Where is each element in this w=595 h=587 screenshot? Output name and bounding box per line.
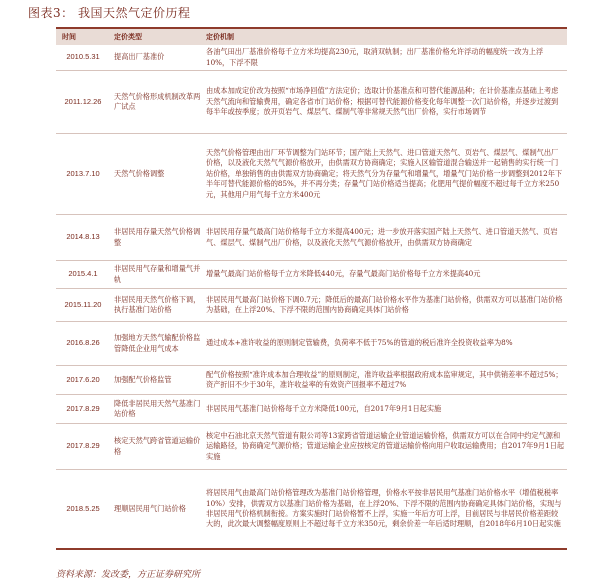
table-row [56,322,567,366]
cell-mechanism: 各油气田出厂基准价格每千立方米均提高230元，取消双轨制；出厂基准价格允许浮动的幅度统一改为上浮10%，下浮不限 [206,47,544,67]
cell-item: 理顺居民用气门站价格 [114,503,186,513]
cell-item: 加强地方天然气输配价格监管降低企业用气成本 [114,333,201,353]
cell-time: 2016.8.26 [66,338,100,348]
cell-mechanism: 非居民用气基准门站价格每千立方米降低100元，自2017年9月1日起实施 [206,403,442,413]
cell-mechanism: 核定中石油北京天然气管道有限公司等13家跨省管道运输企业管道运输价格，供需双方可以在合同中约定气源和运输路径，协商确定气源价格；管道运输企业应按核定的管道运输价格向用户收取运输费用；自2017年9月1日起实施 [206,430,565,461]
cell-time: 2010.5.31 [66,52,100,62]
cell-time: 2014.8.13 [66,232,100,242]
cell-item: 非居民用存量天然气价格调整 [114,227,201,247]
header-time: 时间 [62,32,76,41]
cell-item: 非居民用气存量和增量气并轨 [114,264,201,284]
cell-mechanism: 天然气价格管理由出厂环节调整为门站环节；国产陆上天然气、进口管道天然气、页岩气、煤层气、煤制气出厂价格，以及液化天然气气源价格放开，由供需双方协商确定；实施入区输管道混合输送并一起销售的实行统一门站价格，单独销售的由供需双方协商确定；将天然气分为存量气和增量气，增量气门站价格一步调整到2012年下半年可替代能源价格的85%，并不再分类；存量气门站价格适当提高；化肥用气提价幅度不超过每千立方米250元，其他用户用气每千立方米400元 [206,147,563,199]
table-row [56,395,567,424]
table-body [56,45,567,550]
cell-time: 2013.7.10 [66,168,100,178]
cell-mechanism: 将居民用气由最高门站价格管理改为基准门站价格管理，价格水平按非居民用气基准门站价格水平（增值税税率10%）安排，供需双方以基准门站价格为基础，在上浮20%、下浮不限的范围内协商确定具体门站价格，实现与非居民用气价格机制衔接。方案实施时门站价格暂不上浮，实施一年后方可上浮，目前居民与非居民价格差距较大的，此次最大调整幅度原则上不超过每千立方米350元，剩余价差一年后适时理顺，自2018年6月10日起实施 [206,488,562,529]
table-row [56,71,567,134]
cell-mechanism: 非居民用气最高门站价格下调0.7元；降低后的最高门站价格水平作为基准门站价格，供需双方可以基准门站价格为基础，在上浮20%、下浮不限的范围内协商确定具体门站价格 [206,294,563,314]
table-row [56,215,567,261]
cell-time: 2011.12.26 [64,96,102,106]
table-row [56,424,567,470]
cell-time: 2017.8.29 [66,441,100,451]
table-row [56,261,567,289]
cell-time: 2015.4.1 [68,269,98,279]
table-row [56,366,567,395]
cell-time: 2015.11.20 [64,299,102,309]
cell-mechanism: 增量气最高门站价格每千立方米降低440元，存量气最高门站价格每千立方米提高40元 [206,269,481,279]
cell-time: 2018.5.25 [66,503,100,513]
header-mechanism: 定价机制 [206,32,234,41]
cell-item: 非居民用天然气价格下调，执行基准门站价格 [114,294,201,314]
cell-time: 2017.8.29 [66,403,100,413]
cell-item: 加强配气价格监管 [114,374,172,384]
cell-time: 2017.6.20 [66,374,100,384]
table-row [56,470,567,550]
cell-item: 降低非居民用天然气基准门站价格 [114,398,201,418]
cell-item: 提高出厂基准价 [114,52,165,62]
cell-mechanism: 由成本加成定价改为按照“市场净回值”方法定价；选取计价基准点和可替代能源品种；在计价基准点基础上考虑天然气流向和管输费用，确定各省市门站价格；根据可替代能源价格变化每年调整一次门站价格，并逐步过渡到每半年或按季度；放开页岩气、煤层气、煤制气等非常规天然气出厂价格，实行市场调节 [206,86,559,117]
cell-item: 核定天然气跨省管道运输价格 [114,436,201,456]
cell-mechanism: 配气价格按照“准许成本加合理收益”的原则制定，准许收益率根据政府成本监审规定，其中供销差率不超过5%；资产折旧不少于30年，准许收益率的有效资产回报率不超过7% [206,369,563,389]
table-row [56,134,567,215]
source-note: 资料来源：发改委，方正证券研究所 [56,570,201,580]
cell-mechanism: 非居民用存量气最高门站价格每千立方米提高400元；进一步放开落实国产陆上天然气、进口管道天然气、页岩气、煤层气、煤制气出厂价格，以及液化天然气气源价格放开，由供需双方协商确定 [206,227,558,247]
cell-mechanism: 通过成本+准许收益的原则制定管输费，负荷率不低于75%的管道的税后准许全投资收益率为8% [206,338,513,348]
cell-item: 天然气价格调整 [114,168,165,178]
header-item: 定价类型 [114,32,142,41]
table-row [56,289,567,322]
table-header [56,29,567,45]
figure-title: 图表3： 我国天然气定价历程 [28,6,191,20]
cell-item: 天然气价格形成机制改革两广试点 [114,91,201,111]
table-row [56,45,567,71]
